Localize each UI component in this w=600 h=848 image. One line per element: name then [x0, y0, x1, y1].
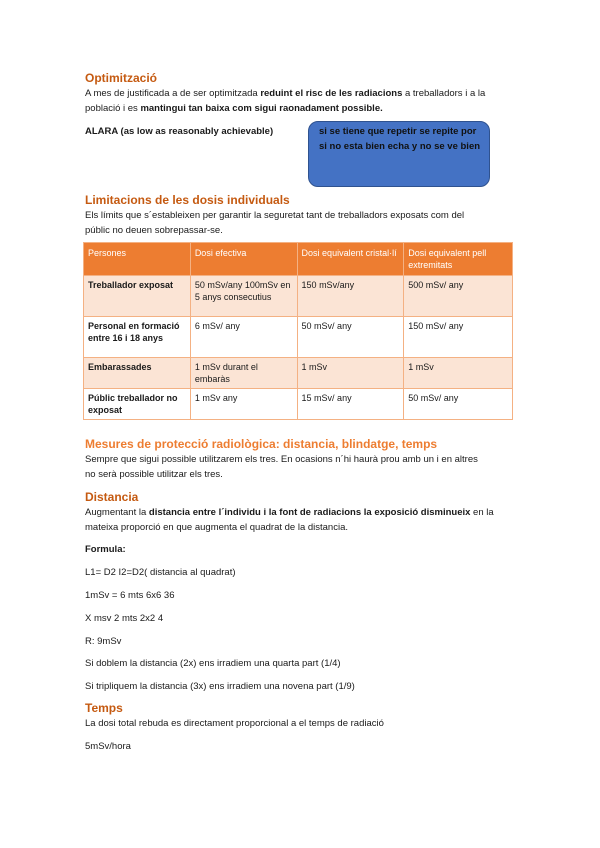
optimitzacio-line-2: població i es mantingui tan baixa com sigui raonadament possible. [85, 103, 383, 114]
table-cell: 150 mSv/ any [404, 317, 513, 358]
table-cell: 1 mSv durant el embaràs [190, 358, 297, 389]
table-cell: 6 mSv/ any [190, 317, 297, 358]
section-heading-limitacions: Limitacions de les dosis individuals [85, 193, 290, 207]
limitacions-line-1: Els límits que s´estableixen per garantir la seguretat tant de treballadors exposats com del [85, 210, 465, 221]
table-cell: 15 mSv/ any [297, 389, 404, 420]
section-heading-distancia: Distancia [85, 490, 139, 504]
dose-limits-table [83, 242, 513, 420]
limitacions-line-2: públic no deuen sobrepassar-se. [85, 225, 223, 236]
table-header-dosi-efectiva: Dosi efectiva [190, 243, 297, 276]
section-heading-mesures: Mesures de protecció radiològica: distancia, blindatge, temps [85, 437, 438, 451]
temps-line-1: La dosi total rebuda es directament proporcional a el temps de radiació [85, 718, 384, 729]
optimitzacio-paragraph [85, 86, 525, 116]
table-cell: 500 mSv/ any [404, 276, 513, 317]
table-header-persones: Persones [84, 243, 191, 276]
table-cell: Públic treballador no exposat [84, 389, 191, 420]
formula-note-triple: Si tripliquem la distancia (3x) ens irradiem una novena part (1/9) [85, 681, 355, 692]
distancia-line-2: mateixa proporció en que augmenta el quadrat de la distancia. [85, 522, 349, 533]
formula-result: R: 9mSv [85, 636, 122, 647]
limitacions-paragraph [85, 208, 525, 238]
formula-line-2: 1mSv = 6 mts 6x6 36 [85, 590, 175, 601]
table-cell: Treballador exposat [84, 276, 191, 317]
distancia-paragraph [85, 505, 525, 535]
mesures-line-1: Sempre que sigui possible utilitzarem els tres. En ocasions n´hi haurà prou amb un i en altres [85, 454, 478, 465]
table-row [84, 317, 513, 358]
formula-note-double: Si doblem la distancia (2x) ens irradiem una quarta part (1/4) [85, 658, 341, 669]
table-row [84, 358, 513, 389]
temps-line-2: 5mSv/hora [85, 741, 131, 752]
optimitzacio-line-1: A mes de justificada a de ser optimitzada reduint el risc de les radiacions a treballadors i a la [85, 88, 486, 99]
table-cell: Embarassades [84, 358, 191, 389]
alara-label: ALARA (as low as reasonably achievable) [85, 126, 274, 137]
table-row [84, 276, 513, 317]
table-cell: 1 mSv [297, 358, 404, 389]
table-cell: Personal en formació entre 16 i 18 anys [84, 317, 191, 358]
table-cell: 150 mSv/any [297, 276, 404, 317]
table-header-row [84, 243, 513, 276]
formula-label: Formula: [85, 544, 126, 555]
formula-line-1: L1= D2 I2=D2( distancia al quadrat) [85, 567, 236, 578]
callout-text: si se tiene que repetir se repite por si no esta bien echa y no se ve bien [319, 126, 481, 152]
section-heading-optimitzacio: Optimització [85, 71, 158, 85]
mesures-line-2: no serà possible utilitzar els tres. [85, 469, 223, 480]
table-header-dosi-pell: Dosi equivalent pell extremitats [404, 243, 513, 276]
table-cell: 50 mSv/ any [297, 317, 404, 358]
section-heading-temps: Temps [85, 701, 123, 715]
formula-line-3: X msv 2 mts 2x2 4 [85, 613, 164, 624]
table-row [84, 389, 513, 420]
distancia-line-1: Augmentant la distancia entre l´individu i la font de radiacions la exposició disminueix en la [85, 507, 494, 518]
table-cell: 1 mSv [404, 358, 513, 389]
table-header-dosi-cristalli: Dosi equivalent cristal·lí [297, 243, 404, 276]
callout-note [308, 121, 490, 187]
table-cell: 50 mSv/ any [404, 389, 513, 420]
table-cell: 50 mSv/any 100mSv en 5 anys consecutius [190, 276, 297, 317]
table-cell: 1 mSv any [190, 389, 297, 420]
mesures-paragraph [85, 452, 525, 482]
